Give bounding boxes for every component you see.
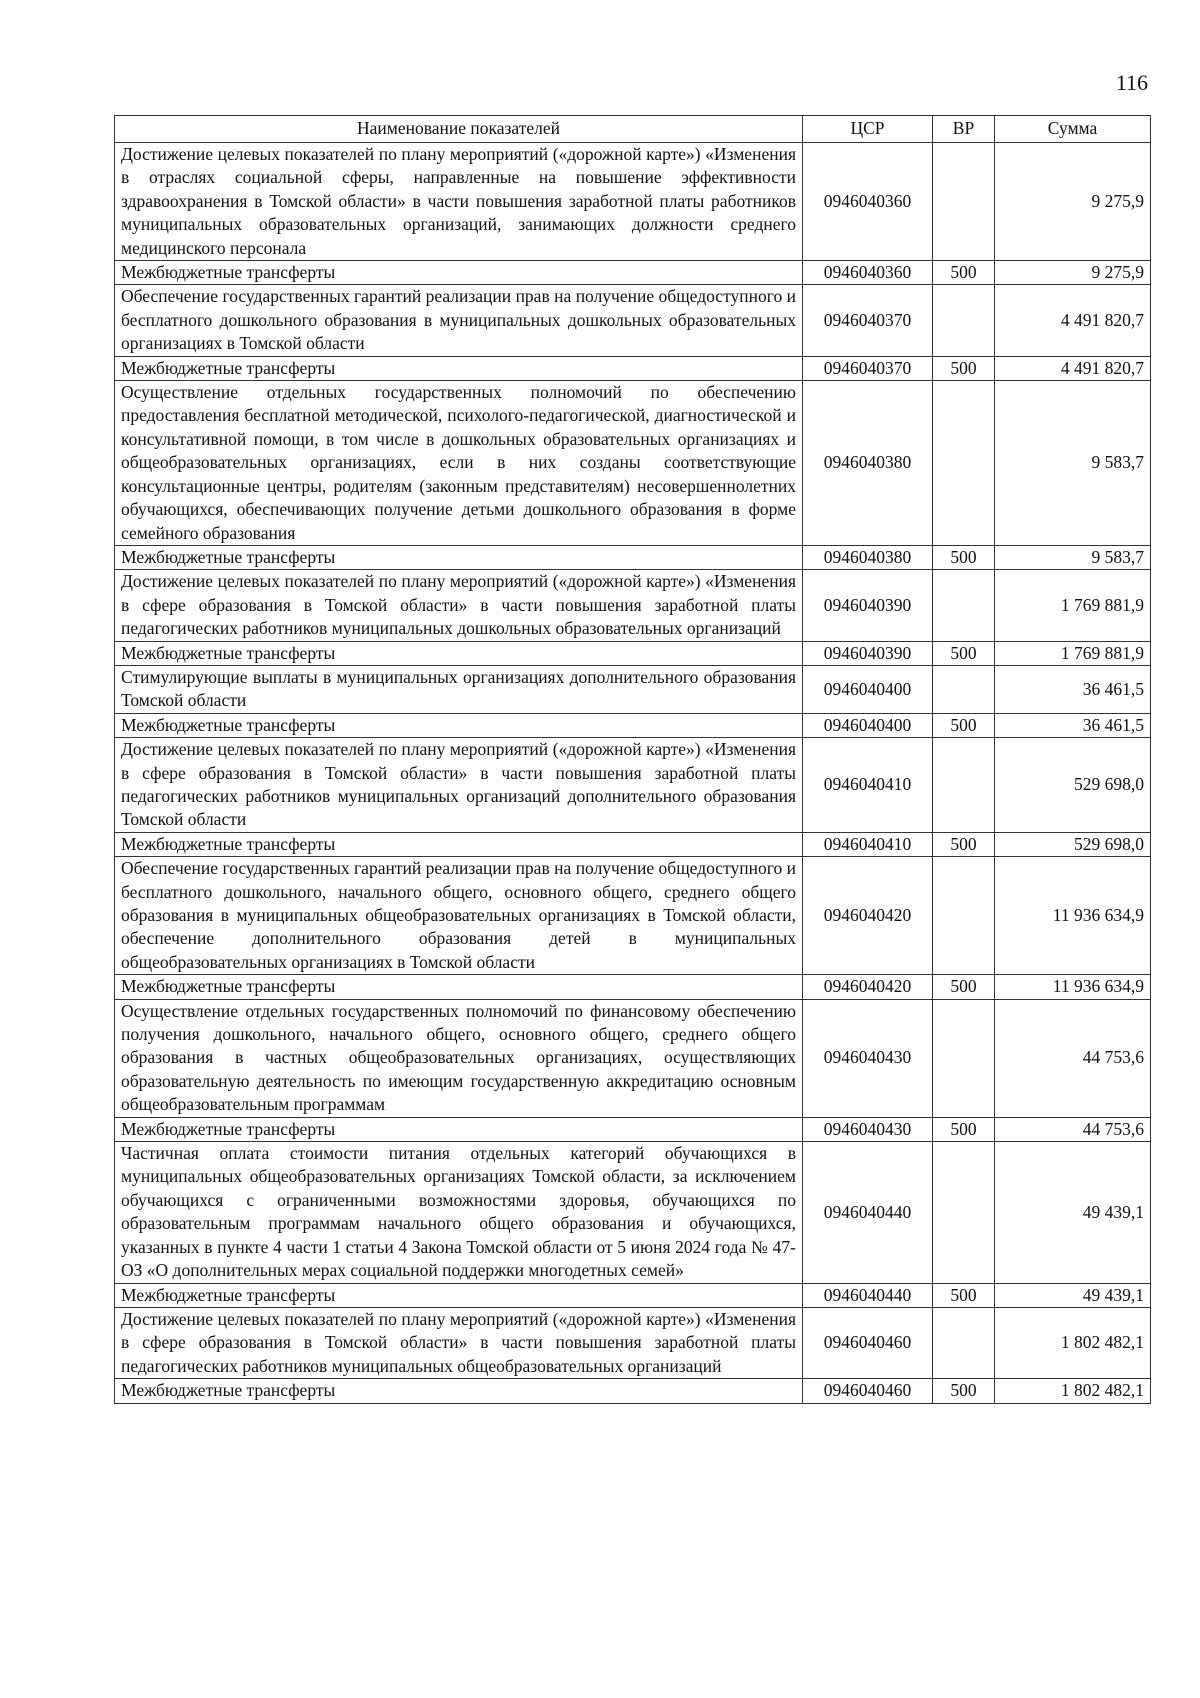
page-number: 116 bbox=[1115, 70, 1148, 95]
row-csr: 0946040440 bbox=[803, 1283, 933, 1307]
row-csr: 0946040460 bbox=[803, 1307, 933, 1378]
row-vr: 500 bbox=[933, 545, 995, 569]
table-row bbox=[115, 641, 1151, 665]
row-vr: 500 bbox=[933, 1379, 995, 1403]
row-sum: 1 769 881,9 bbox=[995, 641, 1151, 665]
row-sum: 529 698,0 bbox=[995, 832, 1151, 856]
table-row bbox=[115, 545, 1151, 569]
row-name: Осуществление отдельных государственных полномочий по обеспечению предоставления бесплатной методической, психолого-педагогической, диагностической и консультативной помощи, в том числе в дошкольных образовательных организациях и общеобразовательных организациях, если в них созданы соответствующие консультационные центры, родителям (законным представителям) несовершеннолетних обучающихся, обеспечивающих получение детьми дошкольного образования в форме семейного образования bbox=[115, 381, 803, 546]
row-sum: 9 583,7 bbox=[995, 545, 1151, 569]
row-sum: 11 936 634,9 bbox=[995, 857, 1151, 975]
row-sum: 9 275,9 bbox=[995, 261, 1151, 285]
table-row bbox=[115, 832, 1151, 856]
row-csr: 0946040380 bbox=[803, 545, 933, 569]
row-vr: 500 bbox=[933, 975, 995, 999]
row-vr bbox=[933, 999, 995, 1117]
row-vr: 500 bbox=[933, 832, 995, 856]
row-csr: 0946040420 bbox=[803, 975, 933, 999]
row-sum: 529 698,0 bbox=[995, 738, 1151, 833]
row-sum: 4 491 820,7 bbox=[995, 285, 1151, 356]
header-name: Наименование показателей bbox=[115, 116, 803, 143]
table-row bbox=[115, 1283, 1151, 1307]
row-sum: 44 753,6 bbox=[995, 1117, 1151, 1141]
row-sum: 44 753,6 bbox=[995, 999, 1151, 1117]
row-vr: 500 bbox=[933, 1283, 995, 1307]
row-name: Межбюджетные трансферты bbox=[115, 261, 803, 285]
row-vr bbox=[933, 857, 995, 975]
row-name: Частичная оплата стоимости питания отдельных категорий обучающихся в муниципальных общеобразовательных организациях Томской области, за исключением обучающихся с ограниченными возможностями здоровья, обучающихся по образовательным программам начального общего образования и обучающихся, указанных в пункте 4 части 1 статьи 4 Закона Томской области от 5 июня 2024 года № 47-ОЗ «О дополнительных мерах социальной поддержки многодетных семей» bbox=[115, 1142, 803, 1283]
row-vr bbox=[933, 285, 995, 356]
row-sum: 36 461,5 bbox=[995, 665, 1151, 713]
row-vr bbox=[933, 381, 995, 546]
row-vr: 500 bbox=[933, 1117, 995, 1141]
header-sum: Сумма bbox=[995, 116, 1151, 143]
row-csr: 0946040390 bbox=[803, 570, 933, 641]
row-sum: 49 439,1 bbox=[995, 1283, 1151, 1307]
row-name: Межбюджетные трансферты bbox=[115, 641, 803, 665]
table-row bbox=[115, 1379, 1151, 1403]
row-name: Межбюджетные трансферты bbox=[115, 1283, 803, 1307]
row-vr bbox=[933, 1307, 995, 1378]
row-sum: 11 936 634,9 bbox=[995, 975, 1151, 999]
row-csr: 0946040440 bbox=[803, 1142, 933, 1283]
row-csr: 0946040380 bbox=[803, 381, 933, 546]
row-csr: 0946040360 bbox=[803, 261, 933, 285]
header-vr: ВР bbox=[933, 116, 995, 143]
header-csr: ЦСР bbox=[803, 116, 933, 143]
row-sum: 1 769 881,9 bbox=[995, 570, 1151, 641]
row-vr: 500 bbox=[933, 713, 995, 737]
row-sum: 4 491 820,7 bbox=[995, 356, 1151, 380]
row-sum: 36 461,5 bbox=[995, 713, 1151, 737]
row-vr bbox=[933, 143, 995, 261]
row-name: Достижение целевых показателей по плану мероприятий («дорожной карте») «Изменения в сфере образования в Томской области» в части повышения заработной платы педагогических работников муниципальных общеобразовательных организаций bbox=[115, 1307, 803, 1378]
row-name: Достижение целевых показателей по плану мероприятий («дорожной карте») «Изменения в сфере образования в Томской области» в части повышения заработной платы педагогических работников муниципальных дошкольных образовательных организаций bbox=[115, 570, 803, 641]
row-sum: 1 802 482,1 bbox=[995, 1307, 1151, 1378]
row-csr: 0946040400 bbox=[803, 713, 933, 737]
row-sum: 9 583,7 bbox=[995, 381, 1151, 546]
row-vr bbox=[933, 1142, 995, 1283]
row-name: Обеспечение государственных гарантий реализации прав на получение общедоступного и бесплатного дошкольного образования в муниципальных дошкольных образовательных организациях в Томской области bbox=[115, 285, 803, 356]
row-name: Межбюджетные трансферты bbox=[115, 1379, 803, 1403]
row-csr: 0946040460 bbox=[803, 1379, 933, 1403]
table-header-row bbox=[115, 116, 1151, 143]
table-row bbox=[115, 738, 1151, 833]
row-name: Межбюджетные трансферты bbox=[115, 975, 803, 999]
row-vr: 500 bbox=[933, 261, 995, 285]
row-sum: 9 275,9 bbox=[995, 143, 1151, 261]
row-name: Межбюджетные трансферты bbox=[115, 1117, 803, 1141]
table-row bbox=[115, 713, 1151, 737]
row-csr: 0946040410 bbox=[803, 832, 933, 856]
row-csr: 0946040420 bbox=[803, 857, 933, 975]
table-row bbox=[115, 1142, 1151, 1283]
row-name: Достижение целевых показателей по плану мероприятий («дорожной карте») «Изменения в сфере образования в Томской области» в части повышения заработной платы педагогических работников муниципальных организаций дополнительного образования Томской области bbox=[115, 738, 803, 833]
row-name: Стимулирующие выплаты в муниципальных организациях дополнительного образования Томской области bbox=[115, 665, 803, 713]
table-row bbox=[115, 975, 1151, 999]
table-row bbox=[115, 143, 1151, 261]
row-csr: 0946040430 bbox=[803, 999, 933, 1117]
row-name: Межбюджетные трансферты bbox=[115, 713, 803, 737]
row-csr: 0946040430 bbox=[803, 1117, 933, 1141]
row-csr: 0946040370 bbox=[803, 356, 933, 380]
table-row bbox=[115, 261, 1151, 285]
row-csr: 0946040400 bbox=[803, 665, 933, 713]
row-name: Межбюджетные трансферты bbox=[115, 356, 803, 380]
table-row bbox=[115, 999, 1151, 1117]
row-name: Обеспечение государственных гарантий реализации прав на получение общедоступного и бесплатного дошкольного, начального общего, основного общего, среднего общего образования в муниципальных общеобразовательных организациях в Томской области, обеспечение дополнительного образования детей в муниципальных общеобразовательных организациях в Томской области bbox=[115, 857, 803, 975]
table-row bbox=[115, 381, 1151, 546]
row-vr bbox=[933, 665, 995, 713]
row-sum: 1 802 482,1 bbox=[995, 1379, 1151, 1403]
row-name: Межбюджетные трансферты bbox=[115, 545, 803, 569]
table-row bbox=[115, 1307, 1151, 1378]
table-row bbox=[115, 665, 1151, 713]
row-csr: 0946040360 bbox=[803, 143, 933, 261]
row-name: Достижение целевых показателей по плану мероприятий («дорожной карте») «Изменения в отраслях социальной сферы, направленные на повышение эффективности здравоохранения в Томской области» в части повышения заработной платы работников муниципальных образовательных организаций, занимающих должности среднего медицинского персонала bbox=[115, 143, 803, 261]
row-vr: 500 bbox=[933, 356, 995, 380]
row-vr bbox=[933, 570, 995, 641]
table-row bbox=[115, 1117, 1151, 1141]
row-sum: 49 439,1 bbox=[995, 1142, 1151, 1283]
table-row bbox=[115, 356, 1151, 380]
row-csr: 0946040410 bbox=[803, 738, 933, 833]
row-vr: 500 bbox=[933, 641, 995, 665]
row-vr bbox=[933, 738, 995, 833]
table-row bbox=[115, 570, 1151, 641]
row-csr: 0946040390 bbox=[803, 641, 933, 665]
table-row bbox=[115, 857, 1151, 975]
row-name: Осуществление отдельных государственных полномочий по финансовому обеспечению получения дошкольного, начального общего, основного общего, среднего общего образования в частных общеобразовательных организациях, осуществляющих образовательную деятельность по имеющим государственную аккредитацию основным общеобразовательным программам bbox=[115, 999, 803, 1117]
row-name: Межбюджетные трансферты bbox=[115, 832, 803, 856]
budget-table bbox=[114, 115, 1151, 1404]
table-body bbox=[115, 143, 1151, 1404]
row-csr: 0946040370 bbox=[803, 285, 933, 356]
table-row bbox=[115, 285, 1151, 356]
